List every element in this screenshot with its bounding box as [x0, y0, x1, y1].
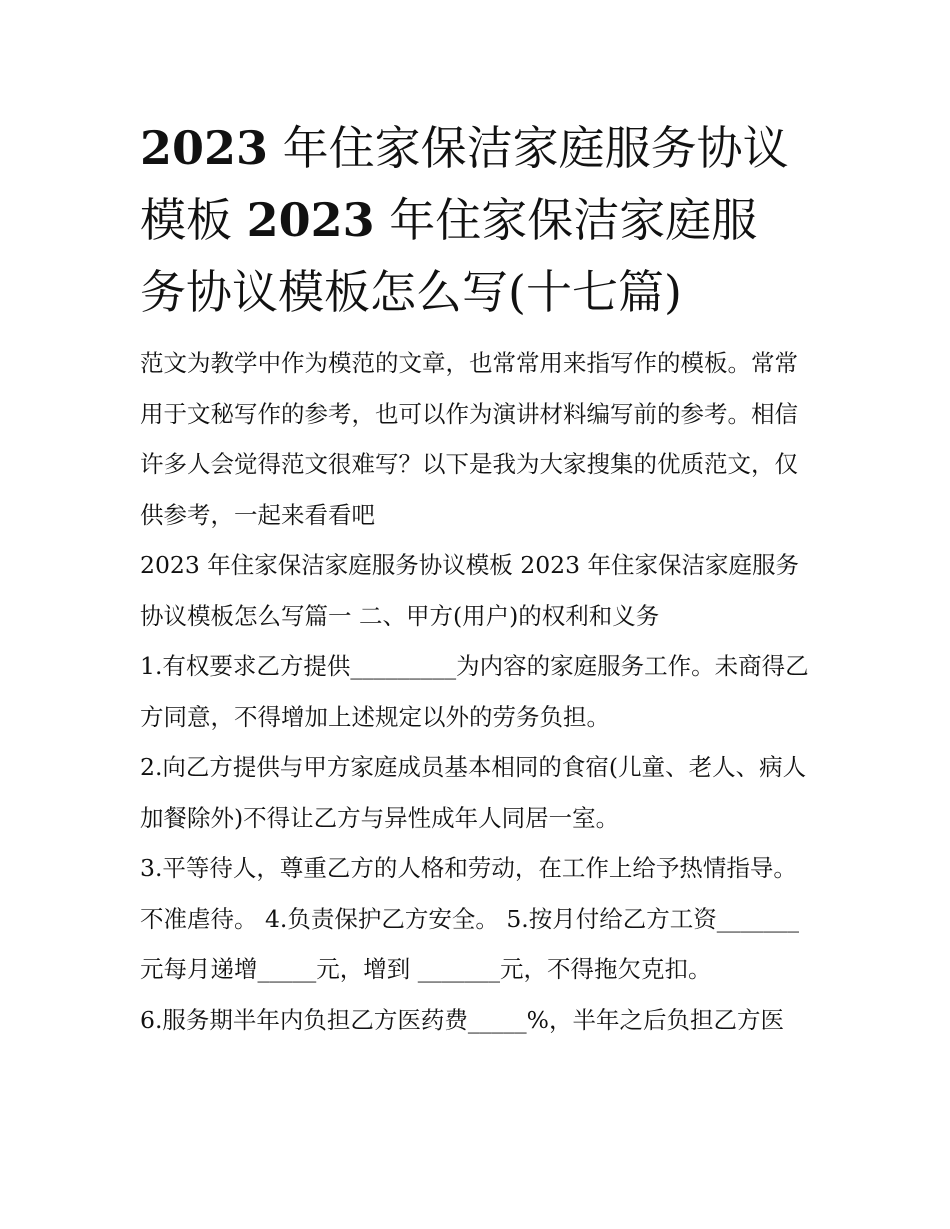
section-heading-paragraph: 2023 年住家保洁家庭服务协议模板 2023 年住家保洁家庭服务协议模板怎么写篇一 二、甲方(用户)的权利和义务 — [140, 551, 800, 630]
document-page — [140, 112, 820, 1045]
title-line-2: 模板 2023 年住家保洁家庭服 — [140, 193, 758, 247]
clause-6: 6.服务期半年内负担乙方医药费_____%，半年之后负担乙方医 — [140, 1005, 785, 1034]
document-title — [140, 112, 820, 328]
clause-2: 2.向乙方提供与甲方家庭成员基本相同的食宿(儿童、老人、病人加餐除外)不得让乙方与异性成年人同居一室。 — [140, 753, 807, 832]
title-line-3: 务协议模板怎么写(十七篇) — [140, 265, 682, 319]
intro-paragraph: 范文为教学中作为模范的文章，也常常用来指写作的模板。常常用于文秘写作的参考，也可以作为演讲材料编写前的参考。相信许多人会觉得范文很难写？以下是我为大家搜集的优质范文，仅供参考，一起来看看吧 — [140, 349, 798, 529]
title-line-1: 2023 年住家保洁家庭服务协议 — [140, 121, 789, 175]
clause-3-5: 3.平等待人，尊重乙方的人格和劳动，在工作上给予热情指导。不准虐待。 4.负责保护乙方安全。 5.按月付给乙方工资_______元每月递增_____元，增到 _______元，不得拖欠克扣。 — [140, 854, 800, 983]
clause-1: 1.有权要求乙方提供_________为内容的家庭服务工作。未商得乙方同意，不得增加上述规定以外的劳务负担。 — [140, 652, 809, 731]
